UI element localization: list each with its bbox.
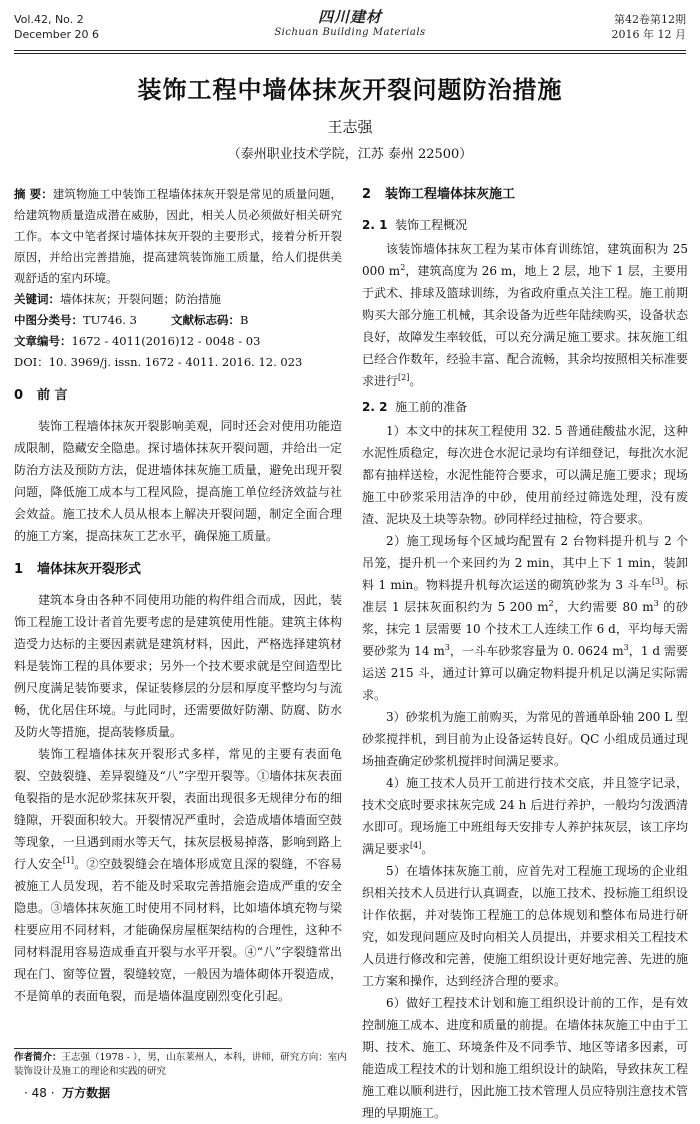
subsection-number: 2. 1	[362, 218, 388, 232]
section-title: 墙体抹灰开裂形式	[37, 562, 142, 577]
paragraph-text: ，建筑高度为 26 m，地上 2 层，地下 1 层，主要用于武术、排球及篮球训练，为省政府重点关注工程。施工前期购买大部分施工机械，其余设备为近些年陆续购买，设备状态良好，故障发生率较低，可以充分满足施工要求。抹灰施工组已经合作数年，经验丰富、配合流畅，其余均按照相关标准要求进行	[362, 264, 688, 388]
article-number-label: 文章编号：	[14, 334, 72, 348]
right-column	[362, 184, 688, 1124]
paragraph: 装饰工程墙体抹灰开裂影响美观，同时还会对使用功能造成限制，隐藏安全隐患。探讨墙体抹灰开裂问题，并给出一定防治方法及预防方法，促进墙体抹灰施工质量，避免出现开裂问题，降低施工成本与工程风险，提高施工单位经济效益与社会效益。施工技术人员从根本上解决开裂问题，制定全面合理的施工方案，提高抹灰工艺水平，确保施工质量。	[14, 419, 342, 543]
header-rule-thin	[14, 53, 686, 54]
paragraph	[14, 743, 342, 1007]
paragraph-text: 的砂浆，抹完 1 层需要 10 个技术工人连续工作 6 d，平均每天需要砂浆为 14 m	[362, 600, 688, 658]
subsection-number: 2. 2	[362, 400, 388, 414]
keywords	[14, 289, 342, 310]
superscript: 3	[444, 643, 450, 652]
citation: [4]	[410, 841, 422, 850]
footnote-text: 王志强（1978 - ），男，山东莱州人，本科，讲师，研究方向：室内装饰设计及施工的理论和实践的研究	[14, 1052, 347, 1077]
running-header-right	[612, 12, 686, 42]
volume-issue: Vol.42, No. 2	[14, 13, 84, 26]
paragraph-text: 2）施工现场每个区域均配置有 2 台物料提升机与 2 个吊笼，提升机一个来回约为 2 min，其中上下 1 min，装卸料 1 min。物料提升机每次运送的砌筑砂浆为 3 斗车	[362, 534, 688, 592]
superscript: 2	[548, 599, 554, 608]
footnote-label: 作者简介：	[14, 1052, 62, 1063]
abstract-label: 摘 要：	[14, 187, 53, 201]
paragraph-text: 该装饰墙体抹灰工程为某市体育训练馆，建筑面积为 25 000 m	[362, 242, 688, 278]
paragraph-text: ，一斗车砂浆容量为 0. 0624 m	[449, 644, 624, 658]
volume-issue-cn: 第42卷第12期	[614, 13, 686, 26]
section-heading-1	[14, 559, 342, 581]
superscript: 3	[653, 599, 659, 608]
paragraph-text: ，大约需要 80 m	[553, 600, 654, 614]
keywords-text: 墙体抹灰；开裂问题；防治措施	[60, 292, 221, 306]
page-footer	[24, 1084, 110, 1101]
paper-title: 装饰工程中墙体抹灰开裂问题防治措施	[137, 76, 563, 104]
subsection-title: 装饰工程概况	[395, 218, 468, 232]
clc-label: 中图分类号：	[14, 313, 83, 327]
paragraph	[362, 530, 688, 706]
issue-date: December 20 6	[14, 28, 100, 41]
paragraph-text: 。②空鼓裂缝会在墙体形成宽且深的裂缝，不容易被施工人员发现，若不能及时采取完善措施会造成严重的安全隐患。③墙体抹灰施工时使用不同材料，比如墙体填充物与梁柱要应用不同材料，才能确保房屋框架结构的合理性，这种不同材料混用容易造成垂直开裂与水平开裂。④“八”字裂缝常出现在门、窗等位置，裂缝较宽，一般因为墙体砌体开裂造成，不是简单的表面龟裂，而是墙体温度剧烈变化引起。	[14, 857, 342, 1003]
superscript: 3	[623, 643, 629, 652]
abstract-text: 建筑物施工中装饰工程墙体抹灰开裂是常见的质量问题，给建筑物质量造成潜在威胁，因此，相关人员必须做好相关研究工作。本文中笔者探讨墙体抹灰开裂的主要形式，接着分析开裂原因，并给出完善措施，提高建筑装饰施工质量，给人们提供美观舒适的室内环境。	[14, 187, 342, 285]
section-heading-2	[362, 184, 688, 206]
paragraph	[362, 772, 688, 860]
author-name: 王志强	[327, 118, 373, 136]
doc-code-label: 文献标志码：	[170, 313, 240, 327]
citation: [3]	[651, 577, 664, 586]
subsection-heading-2-1	[362, 214, 688, 236]
paragraph-text: 装饰工程墙体抹灰开裂形式多样，常见的主要有表面龟裂、空鼓裂缝、差异裂缝及“八”字型开裂等。①墙体抹灰表面龟裂指的是水泥砂浆抹灰开裂，表面出现很多无规律分布的细缝隙，开裂面积较大。开裂情况严重时，会造成墙体墙面空鼓等现象，一旦遇到雨水等天气，抹灰层极易掉落，影响到路上行人安全	[14, 747, 342, 871]
paragraph-text: 。	[409, 374, 422, 388]
paragraph	[362, 238, 688, 392]
section-heading-0	[14, 385, 342, 407]
journal-logo: 四川建材	[317, 8, 382, 26]
footnote-rule	[14, 1048, 232, 1049]
author-footnote	[14, 1051, 354, 1079]
section-number: 2	[362, 187, 372, 202]
author-affiliation: （泰州职业技术学院，江苏 泰州 22500）	[227, 147, 473, 162]
journal-masthead	[0, 10, 700, 40]
doi	[14, 352, 342, 373]
left-column	[14, 184, 342, 1007]
journal-english-name: Sichuan Building Materials	[274, 27, 426, 38]
issue-date-cn: 2016 年 12 月	[611, 28, 686, 41]
paragraph: 3）砂浆机为施工前购买，为常见的普通单卧轴 200 L 型砂浆搅拌机，到目前为止设备运转良好。QC 小组成员通过现场抽查确定砂浆机搅拌时间满足要求。	[362, 710, 688, 768]
paragraph-text: 。标准层 1 层抹灰面积约为 5 200 m	[362, 578, 688, 614]
superscript: 2	[400, 263, 406, 272]
keywords-label: 关键词：	[14, 292, 60, 306]
section-title: 装饰工程墙体抹灰施工	[385, 187, 516, 202]
article-number-value: 1672 - 4011(2016)12 - 0048 - 03	[71, 334, 261, 348]
section-number: 0	[14, 388, 24, 403]
citation: [2]	[398, 373, 410, 382]
paragraph: 建筑本身由各种不同使用功能的构件组合而成，因此，装饰工程施工设计者首先要考虑的是建筑使用性能。建筑主体构造受力达标的主要因素就是建筑材料，因此，严格选择建筑材料是装饰工程的具体要求；另外一个技术要求就是空间造型比例尺度满足装饰要求，保证装修层的分层和厚度平整均匀与流畅，优化居住环境。与此同时，还需要做好防潮、防腐、防水及防火等措施，提高装修质量。	[14, 593, 342, 739]
doc-code-value: B	[239, 313, 249, 327]
section-number: 1	[14, 562, 24, 577]
classification	[14, 310, 342, 331]
doi-value: 10. 3969/j. issn. 1672 - 4011. 2016. 12. 023	[48, 355, 303, 369]
abstract	[14, 184, 342, 289]
citation: [1]	[62, 856, 75, 865]
article-number	[14, 331, 342, 352]
paragraph: 1）本文中的抹灰工程使用 32. 5 普通硅酸盐水泥，这种水泥性质稳定，每次进仓水泥记录均有详细登记，每批次水泥都有抽样送检，水泥性能符合要求，可以满足施工要求；现场施工中砂浆采用洁净的中砂，使用前经过筛选处理，没有废渣、泥块及土块等杂物。砂同样经过抽检，符合要求。	[362, 424, 688, 526]
subsection-heading-2-2	[362, 396, 688, 418]
header-rule	[14, 50, 686, 51]
subsection-title: 施工前的准备	[395, 400, 468, 414]
paragraph-text: ，1 d 需要运送 215 斗，通过计算可以确定物料提升机足以满足实际需求。	[362, 644, 689, 702]
paragraph-text: 。	[421, 842, 434, 856]
section-title: 前 言	[37, 388, 68, 403]
paragraph: 5）在墙体抹灰施工前，应首先对工程施工现场的企业组织相关技术人员进行认真调查，以施工技术、投标施工组织设计作依据，并对装饰工程施工的总体规划和整体布局进行研究，如发现问题应及时向相关人员提出，并要求相关工程技术人员进行修改和完善，使施工组织设计更好地完善、先进的施工方案和操作，达到经济合理的要求。	[362, 864, 688, 988]
source-watermark: 万方数据	[62, 1086, 111, 1100]
paragraph-text: 4）施工技术人员开工前进行技术交底，并且签字记录，技术交底时要求抹灰完成 24 h 后进行养护，一般均匀泼洒清水即可。现场施工中班组每天安排专人养护抹灰层，该工序均满足要求	[362, 776, 688, 856]
clc-value: TU746. 3	[83, 313, 137, 327]
page-number: · 48 ·	[24, 1086, 55, 1100]
paragraph: 6）做好工程技术计划和施工组织设计前的工作，是有效控制施工成本、进度和质量的前提。在墙体抹灰施工中由于工期、技术、施工、环境条件及不同季节、地区等诸多因素，可能造成工程技术的计划和施工组织设计的缺陷，导致抹灰工程施工难以顺利进行，因此施工技术管理人员应特别注意技术管理的早期施工。	[362, 996, 688, 1120]
doi-label: DOI：	[14, 355, 49, 369]
